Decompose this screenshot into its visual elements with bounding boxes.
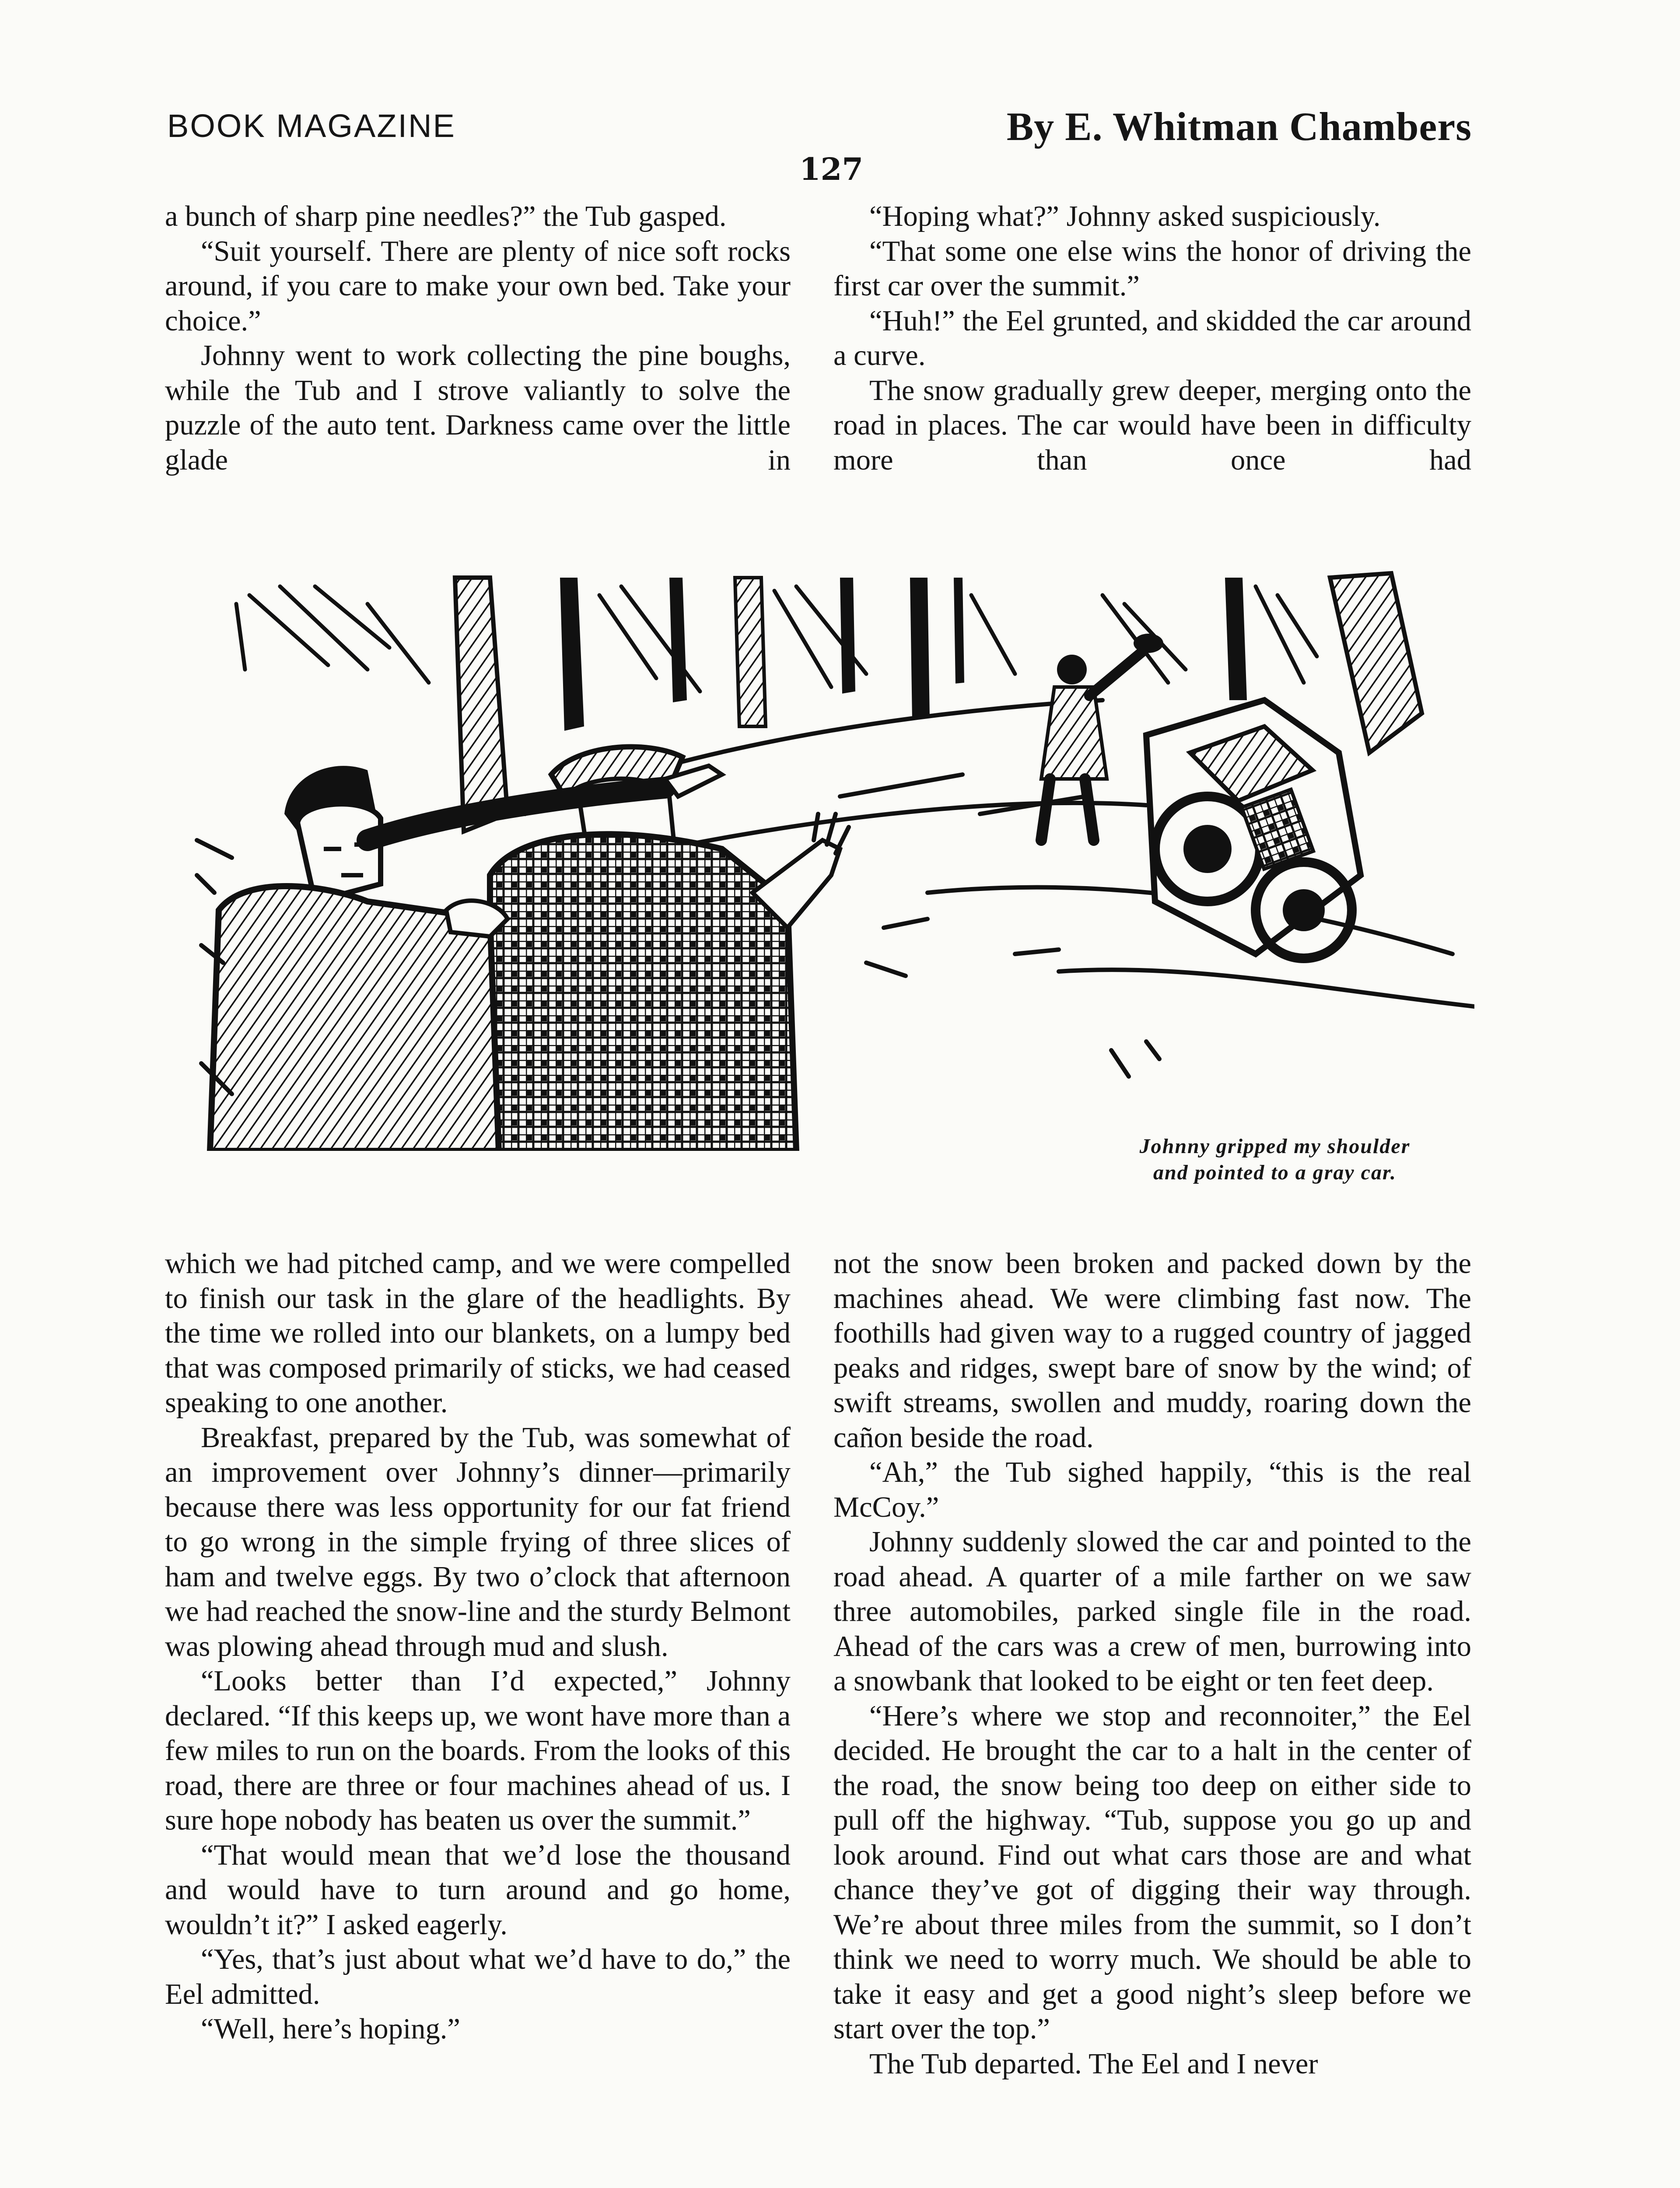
paragraph: “Here’s where we stop and reconnoiter,” the Eel decided. He brought the car to a halt in the center of the road, the snow being too deep on either side to pull off the highway. “Tub, suppose you go up and look around. Find out what cars those are and what chance they’ve got of digging their way through. We’re about three miles from the summit, so I don’t think we need to worry much. We should be able to take it easy and get a good night’s sleep before we start over the top.” bbox=[833, 1700, 1471, 2045]
magazine-title: BOOK MAGAZINE bbox=[167, 108, 456, 144]
paragraph: The snow gradually grew deeper, merging onto the road in places. The car would have been in difficulty more than once had bbox=[833, 374, 1471, 476]
page-number: 127 bbox=[799, 151, 864, 187]
text-column-bottom-right bbox=[833, 1246, 1471, 2081]
text-column-top-left bbox=[165, 199, 791, 477]
paragraph: “Looks better than I’d expected,” Johnny declared. “If this keeps up, we wont have more than a few miles to run on the boards. From the looks of this road, there are three or four machines ahead of us. I sure hope nobody has beaten us over the summit.” bbox=[165, 1665, 791, 1836]
paragraph: Breakfast, prepared by the Tub, was somewhat of an improvement over Johnny’s dinner—primarily because there was less opportunity for our fat friend to go wrong in the simple frying of three slices of ham and twelve eggs. By two o’clock that afternoon we had reached the snow-line and the sturdy Belmont was plowing ahead through mud and slush. bbox=[165, 1421, 791, 1662]
text-column-bottom-left bbox=[165, 1246, 791, 2047]
paragraph: “Suit yourself. There are plenty of nice soft rocks around, if you care to make your own bed. Take your choice.” bbox=[165, 235, 791, 337]
paragraph: “Huh!” the Eel grunted, and skidded the car around a curve. bbox=[833, 305, 1471, 372]
caption-line: and pointed to a gray car. bbox=[1153, 1161, 1397, 1184]
ink-drawing bbox=[184, 569, 1474, 1151]
paragraph: Johnny suddenly slowed the car and pointed to the road ahead. A quarter of a mile farther on we saw three automobiles, parked single file in the road. Ahead of the cars was a crew of men, burrowing into a snowbank that looked to be eight or ten feet deep. bbox=[833, 1526, 1471, 1697]
story-illustration bbox=[184, 569, 1474, 1151]
paragraph: a bunch of sharp pine needles?” the Tub gasped. bbox=[165, 200, 727, 232]
paragraph: which we had pitched camp, and we were compelled to finish our task in the glare of the headlights. By the time we rolled into our blankets, on a lumpy bed that was composed primarily of sticks, we had ceased speaking to one another. bbox=[165, 1248, 791, 1419]
paragraph: not the snow been broken and packed down by the machines ahead. We were climbing fast now. The foothills had given way to a rugged country of jagged peaks and ridges, swept bare of snow by the wind; of swift streams, swollen and muddy, roaring down the cañon beside the road. bbox=[833, 1248, 1471, 1454]
paragraph: The Tub departed. The Eel and I never bbox=[869, 2048, 1318, 2080]
paragraph: “That some one else wins the honor of driving the first car over the summit.” bbox=[833, 235, 1471, 302]
text-column-top-right bbox=[833, 199, 1471, 477]
author-byline: By E. Whitman Chambers bbox=[1006, 104, 1472, 149]
caption-line: Johnny gripped my shoulder bbox=[1139, 1135, 1410, 1158]
paragraph: “Hoping what?” Johnny asked suspiciously. bbox=[869, 200, 1381, 232]
paragraph: Johnny went to work collecting the pine boughs, while the Tub and I strove valiantly to solve the puzzle of the auto tent. Darkness came over the little glade in bbox=[165, 340, 791, 476]
paragraph: “Ah,” the Tub sighed happily, “this is the real McCoy.” bbox=[833, 1456, 1471, 1523]
illustration-caption bbox=[1078, 1133, 1472, 1186]
paragraph: “Yes, that’s just about what we’d have to do,” the Eel admitted. bbox=[165, 1943, 791, 2010]
paragraph: “Well, here’s hoping.” bbox=[201, 2013, 460, 2045]
paragraph: “That would mean that we’d lose the thousand and would have to turn around and go home, wouldn’t it?” I asked eagerly. bbox=[165, 1839, 791, 1941]
